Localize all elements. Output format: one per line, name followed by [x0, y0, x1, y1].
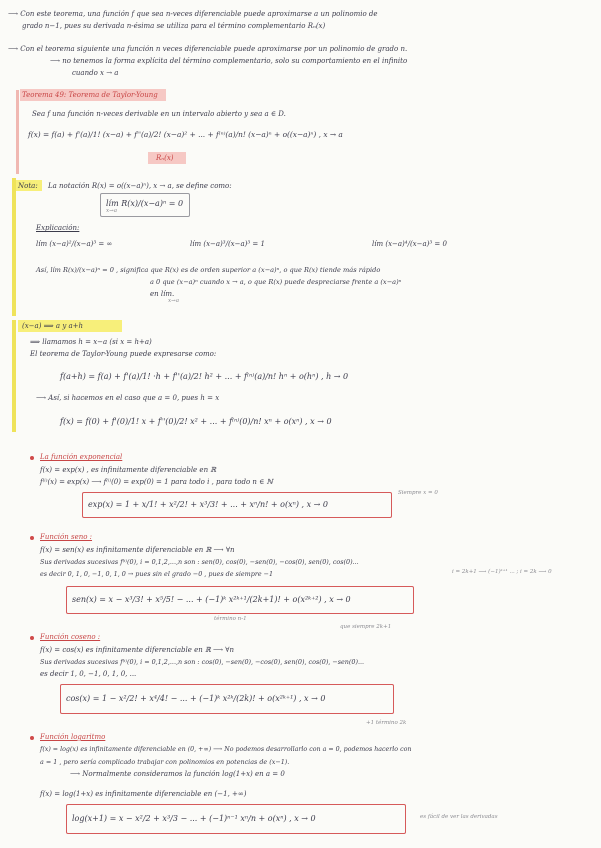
nota-example-2: lím (x−a)³/(x−a)³ = 1: [190, 240, 265, 248]
bullet-exponential: [30, 456, 34, 460]
cosine-formula: cos(x) = 1 − x²/2! + x⁴/4! − ... + (−1)ᵏ x²ᵏ/(2k)! + o(x²ᵏ⁺¹) , x → 0: [66, 694, 326, 703]
change-line-1: ⟹ llamamos h = x−a (si x = h+a): [30, 338, 152, 346]
theorem-formula: f(x) = f(a) + f'(a)/1! (x−a) + f''(a)/2! (x−a)² + ... + f⁽ⁿ⁾(a)/n! (x−a)ⁿ + o((x−a)ⁿ) , x → a: [28, 130, 343, 139]
sine-note-2: que siempre 2k+1: [340, 624, 392, 630]
nota-example-1: lím (x−a)²/(x−a)³ = ∞: [36, 240, 113, 248]
nota-line-1: La notación R(x) = o((x−a)ⁿ), x → a, se define como:: [48, 182, 232, 190]
intro-line-1: ⟶ Con este teorema, una función f que sea n-veces diferenciable puede aproximarse a un polinomio de: [8, 10, 378, 18]
exponential-note: Siempre x = 0: [398, 490, 438, 496]
intro-line-2: grado n−1, pues su derivada n-ésima se utiliza para el término complementario Rₙ(x): [22, 22, 326, 30]
log-line-1: f(x) = log(x) es infinitamente diferenciable en (0, +∞) ⟶ No podemos desarrollarlo con a = 0, podemos hacerlo con: [40, 746, 412, 753]
sine-title: Función seno :: [40, 533, 93, 541]
change-margin-bar: [12, 320, 16, 432]
theorem-margin-bar: [16, 90, 19, 174]
sine-formula: sen(x) = x − x³/3! + x⁵/5! − ... + (−1)ᵏ x²ᵏ⁺¹/(2k+1)! + o(x²ᵏ⁺²) , x → 0: [72, 595, 351, 604]
bullet-log: [30, 736, 34, 740]
sine-side-note: i = 2k+1 ⟶ (−1)ᵏ⁺¹ ... ; i = 2k ⟶ 0: [452, 569, 552, 575]
nota-asi-3-sub: x→a: [168, 298, 179, 304]
exponential-title: La función exponencial: [40, 453, 123, 461]
intro-line-3: ⟶ Con el teorema siguiente una función n veces diferenciable puede aproximarse por un polinomio de grado n.: [8, 45, 408, 53]
bullet-cosine: [30, 636, 34, 640]
exponential-formula: exp(x) = 1 + x/1! + x²/2! + x³/3! + ... + xⁿ/n! + o(xⁿ) , x → 0: [88, 500, 328, 509]
cosine-note: +1 término 2k: [366, 720, 407, 726]
sine-line-1: f(x) = sen(x) es infinitamente diferenciable en ℝ ⟶ ∀n: [40, 546, 235, 554]
exponential-line-1: f(x) = exp(x) , es infinitamente diferenciable en ℝ: [40, 466, 217, 474]
sine-line-3: es decir 0, 1, 0, −1, 0, 1, 0 → pues sin el grado −0 , pues de siempre −1: [40, 570, 274, 578]
bullet-sine: [30, 536, 34, 540]
nota-asi-3: en lím.: [150, 290, 175, 298]
log-line-3: ⟶ Normalmente consideramos la función log(1+x) en a = 0: [70, 770, 285, 778]
nota-explicacion: Explicación:: [36, 224, 80, 232]
nota-limit-sub: x→a: [106, 208, 117, 214]
change-line-2: El teorema de Taylor-Young puede expresarse como:: [30, 350, 217, 358]
nota-label: Nota:: [18, 182, 38, 190]
log-note: es fácil de ver las derivadas: [420, 814, 498, 820]
change-title: (x−a) ⟹ a y a+h: [22, 322, 84, 330]
log-formula: log(x+1) = x − x²/2 + x³/3 − ... + (−1)ⁿ⁻¹ xⁿ/n + o(xⁿ) , x → 0: [72, 814, 316, 823]
intro-line-5: cuando x → a: [72, 69, 119, 77]
nota-asi-2: a 0 que (x−a)ⁿ cuando x → a, o que R(x) puede despreciarse frente a (x−a)ⁿ: [150, 278, 402, 286]
log-title: Función logaritmo: [40, 733, 106, 741]
change-formula-1: f(a+h) = f(a) + f'(a)/1! ·h + f''(a)/2! h² + ... + f⁽ⁿ⁾(a)/n! hⁿ + o(hⁿ) , h → 0: [60, 372, 349, 381]
cosine-line-3: es decir 1, 0, −1, 0, 1, 0, ...: [40, 670, 137, 678]
log-line-4: f(x) = log(1+x) es infinitamente diferenciable en (−1, +∞): [40, 790, 247, 798]
change-line-3: ⟶ Así, si hacemos en el caso que a = 0, pues h = x: [36, 394, 220, 402]
change-formula-2: f(x) = f(0) + f'(0)/1! x + f''(0)/2! x² + ... + f⁽ⁿ⁾(0)/n! xⁿ + o(xⁿ) , x → 0: [60, 417, 332, 426]
remainder-label: Rₙ(x): [156, 154, 174, 162]
intro-line-4: ⟶ no tenemos la forma explícita del término complementario, solo su comportamiento en el infinito: [50, 57, 408, 65]
theorem-title: Teorema 49: Teorema de Taylor-Young: [22, 91, 158, 99]
cosine-line-2: Sus derivadas sucesivas f⁽ⁱ⁾(0), i = 0,1,2,...,n son : cos(0), −sen(0), −cos(0), sen(0), cos(0), −sen(0)...: [40, 658, 365, 666]
theorem-statement: Sea f una función n-veces derivable en un intervalo abierto y sea a ∈ D.: [32, 110, 286, 118]
nota-limit: lím R(x)/(x−a)ⁿ = 0: [106, 199, 184, 208]
nota-margin-bar: [12, 178, 16, 316]
log-line-2: a = 1 , pero sería complicado trabajar con polinomios en potencias de (x−1).: [40, 758, 290, 766]
exponential-line-2: f⁽ⁱ⁾(x) = exp(x) ⟶ f⁽ⁱ⁾(0) = exp(0) = 1 para todo i , para todo n ∈ ℕ: [40, 478, 273, 486]
nota-example-3: lím (x−a)⁴/(x−a)³ = 0: [372, 240, 447, 248]
nota-asi-1: Así, lím R(x)/(x−a)ⁿ = 0 , significa que R(x) es de orden superior a (x−a)ⁿ, o que R(x) tiende más rápido: [36, 266, 381, 274]
sine-note-1: término n-1: [214, 616, 247, 622]
cosine-line-1: f(x) = cos(x) es infinitamente diferenciable en ℝ ⟶ ∀n: [40, 646, 235, 654]
cosine-title: Función coseno :: [40, 633, 101, 641]
sine-line-2: Sus derivadas sucesivas f⁽ⁱ⁾(0), i = 0,1,2,...,n son : sen(0), cos(0), −sen(0), −cos(0), sen(0), cos(0)...: [40, 558, 359, 566]
